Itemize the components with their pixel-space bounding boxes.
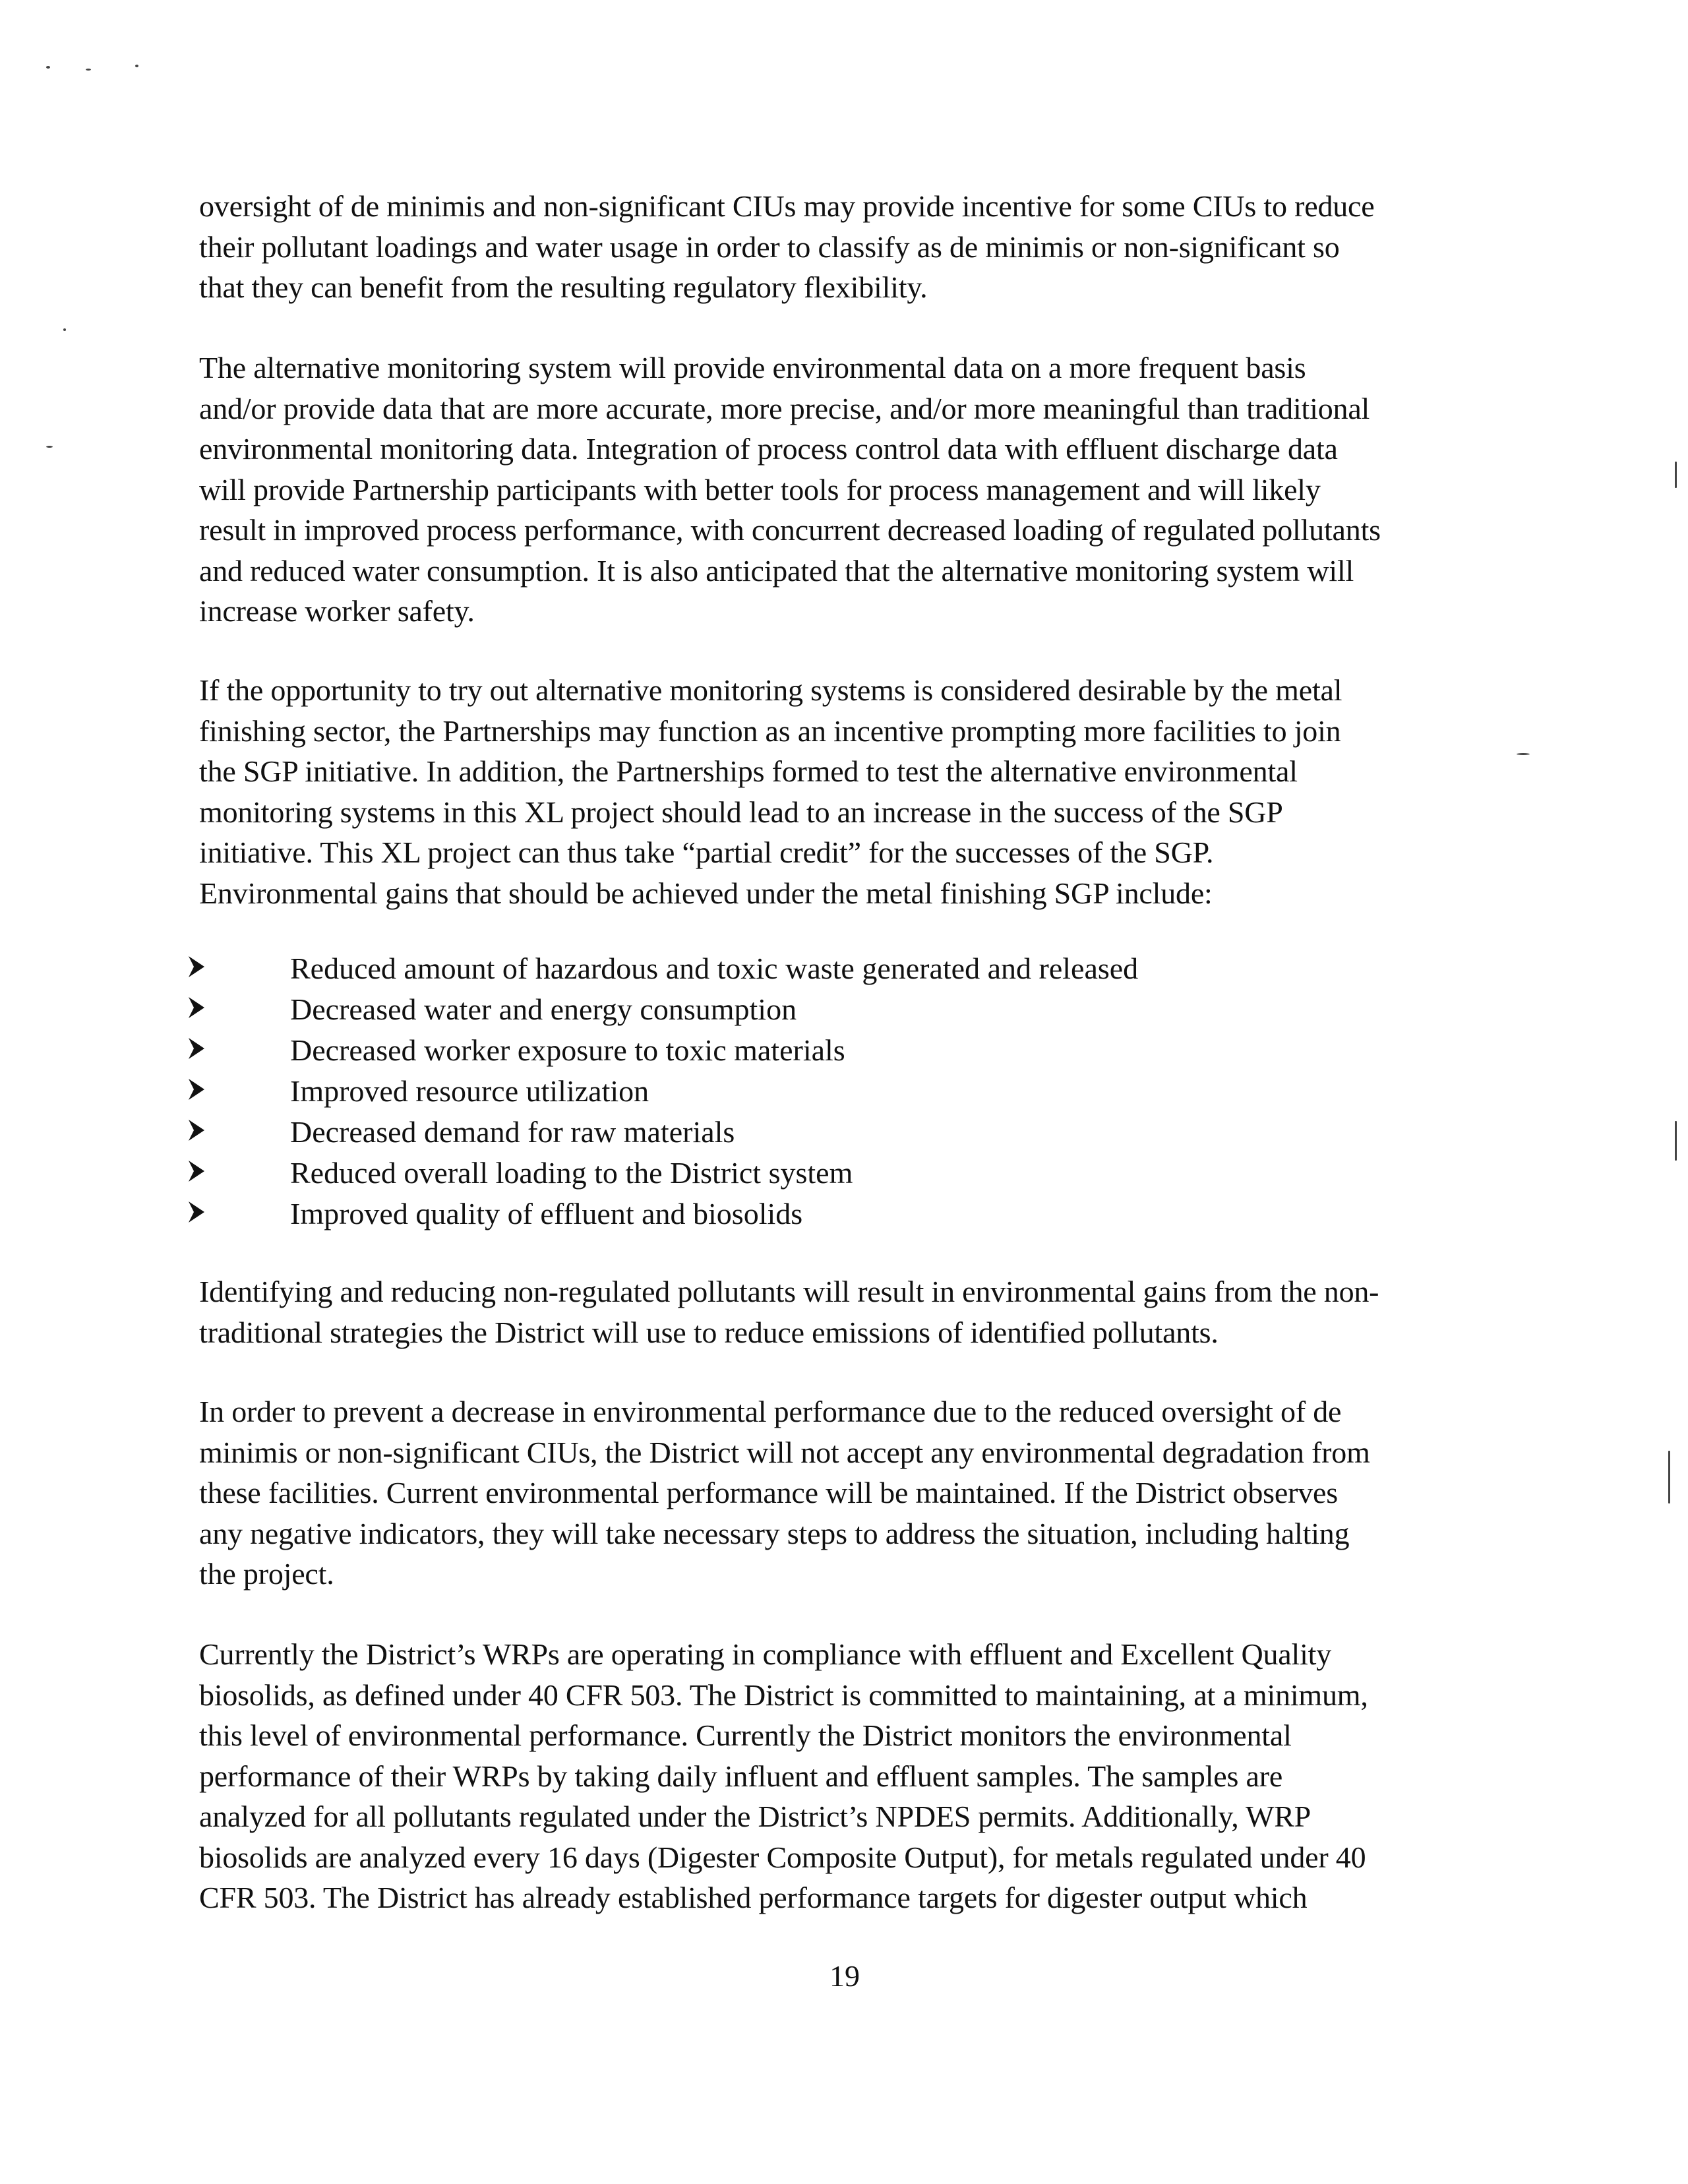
arrowhead-bullet-icon xyxy=(187,1200,206,1224)
text-line: traditional strategies the District will use to reduce emissions of identified pollutants. xyxy=(199,1315,1219,1349)
text-line: this level of environmental performance. Currently the District monitors the environmental xyxy=(199,1718,1292,1752)
list-item-text: Improved resource utilization xyxy=(290,1074,649,1108)
text-line: Currently the District’s WRPs are operating in compliance with effluent and Excellent Quality xyxy=(199,1637,1332,1671)
text-line: and/or provide data that are more accurate, more precise, and/or more meaningful than traditional xyxy=(199,391,1370,425)
list-item-text: Decreased demand for raw materials xyxy=(290,1115,735,1149)
text-line: initiative. This XL project can thus take “partial credit” for the successes of the SGP. xyxy=(199,835,1214,869)
list-item-text: Reduced overall loading to the District system xyxy=(290,1156,853,1190)
scan-speck xyxy=(1675,462,1677,488)
paragraph-4 xyxy=(199,1271,1518,1352)
text-line: biosolids are analyzed every 16 days (Digester Composite Output), for metals regulated under 40 xyxy=(199,1840,1366,1874)
list-item-text: Reduced amount of hazardous and toxic waste generated and released xyxy=(290,952,1139,985)
text-line: monitoring systems in this XL project should lead to an increase in the success of the SGP xyxy=(199,795,1283,829)
text-line: Environmental gains that should be achieved under the metal finishing SGP include: xyxy=(199,876,1213,910)
text-line: CFR 503. The District has already established performance targets for digester output which xyxy=(199,1881,1308,1914)
text-line: environmental monitoring data. Integration of process control data with effluent discharge data xyxy=(199,432,1338,466)
scan-speck xyxy=(135,65,138,67)
list-item-text: Decreased water and energy consumption xyxy=(290,992,797,1026)
paragraph-2 xyxy=(199,348,1518,632)
scan-speck xyxy=(1675,1121,1677,1161)
text-line: their pollutant loadings and water usage in order to classify as de minimis or non-significant so xyxy=(199,229,1340,264)
arrowhead-bullet-icon xyxy=(187,1077,206,1101)
scan-speck xyxy=(86,69,91,71)
scan-speck xyxy=(46,66,50,69)
text-line: the SGP initiative. In addition, the Partnerships formed to test the alternative environmental xyxy=(199,754,1298,788)
text-line: In order to prevent a decrease in environmental performance due to the reduced oversight of de xyxy=(199,1395,1342,1428)
text-line: will provide Partnership participants with better tools for process management and will likely xyxy=(199,472,1321,506)
text-line: result in improved process performance, with concurrent decreased loading of regulated pollutants xyxy=(199,513,1381,547)
scan-speck xyxy=(1517,753,1530,755)
arrowhead-bullet-icon xyxy=(187,996,206,1019)
paragraph-5 xyxy=(199,1391,1518,1594)
list-item-text: Decreased worker exposure to toxic materials xyxy=(290,1033,845,1067)
text-line: increase worker safety. xyxy=(199,594,475,628)
paragraph-1 xyxy=(199,186,1518,308)
text-line: the project. xyxy=(199,1557,334,1591)
text-line: that they can benefit from the resulting regulatory flexibility. xyxy=(199,270,928,304)
text-line: biosolids, as defined under 40 CFR 503. The District is committed to maintaining, at a minimum, xyxy=(199,1678,1368,1712)
paragraph-6 xyxy=(199,1634,1518,1918)
text-line: any negative indicators, they will take necessary steps to address the situation, including halting xyxy=(199,1516,1350,1550)
list-item-text: Improved quality of effluent and biosolids xyxy=(290,1197,803,1230)
text-line: analyzed for all pollutants regulated under the District’s NPDES permits. Additionally, WRP xyxy=(199,1800,1311,1833)
arrowhead-bullet-icon xyxy=(187,1159,206,1183)
paragraph-3 xyxy=(199,670,1518,913)
text-line: minimis or non-significant CIUs, the District will not accept any environmental degradation from xyxy=(199,1435,1370,1469)
arrowhead-bullet-icon xyxy=(187,955,206,979)
text-line: and reduced water consumption. It is also anticipated that the alternative monitoring system will xyxy=(199,553,1354,588)
text-line: performance of their WRPs by taking daily influent and effluent samples. The samples are xyxy=(199,1759,1283,1793)
page-number: 19 xyxy=(829,1959,860,1993)
text-line: finishing sector, the Partnerships may function as an incentive prompting more facilities to join xyxy=(199,713,1341,748)
scan-speck xyxy=(63,328,66,331)
text-line: The alternative monitoring system will provide environmental data on a more frequent basis xyxy=(199,351,1306,384)
text-line: If the opportunity to try out alternative monitoring systems is considered desirable by the metal xyxy=(199,673,1342,707)
arrowhead-bullet-icon xyxy=(187,1118,206,1142)
text-line: these facilities. Current environmental performance will be maintained. If the District observes xyxy=(199,1476,1338,1509)
arrowhead-bullet-icon xyxy=(187,1037,206,1060)
scan-speck xyxy=(46,446,53,448)
text-line: oversight of de minimis and non-significant CIUs may provide incentive for some CIUs to reduce xyxy=(199,189,1375,223)
text-line: Identifying and reducing non-regulated pollutants will result in environmental gains from the non- xyxy=(199,1275,1379,1308)
scan-speck xyxy=(1668,1451,1670,1503)
